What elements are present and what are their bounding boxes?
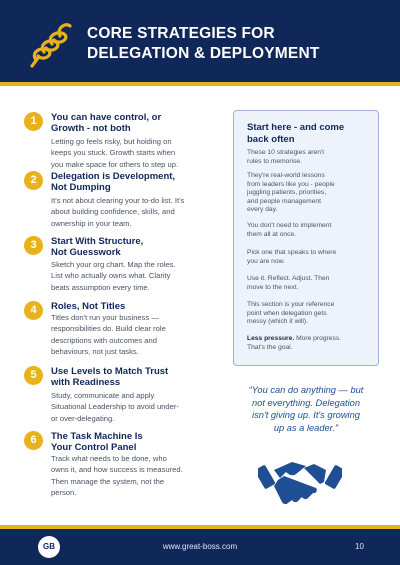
strategy-body [51,390,231,424]
strategy-body [51,259,231,293]
strategy-title-line: Roles, Not Titles [51,301,126,312]
panel-title-line: Start here - and come [247,122,345,133]
strategy-number-badge: 1 [24,112,43,131]
strategy-title [51,431,226,453]
strategy-body-line: about building confidence, skills, and [51,207,175,217]
strategy-title-line: Your Control Panel [51,442,137,453]
panel-emphasis: Less pressure. [247,335,295,342]
panel-line: messy (which it will). [247,318,308,325]
strategy-title-line: Not Dumping [51,182,111,193]
strategy-number-badge: 2 [24,171,43,190]
strategy-title [51,236,226,258]
strategy-number-badge: 4 [24,301,43,320]
header-accent-bar [0,82,400,86]
strategy-body-line: keeps you stuck. Growth starts when [51,148,176,158]
website-link[interactable]: www.great-boss.com [162,542,238,551]
quote-line: up as a leader.” [273,422,339,433]
panel-line: you are now. [247,257,285,265]
page-title-line: DELEGATION & DEPLOYMENT [87,45,320,62]
panel-paragraph [247,172,371,215]
strategy-body-line: ownership in your team. [51,218,132,228]
strategy-body-line: or over-delegating. [51,413,115,423]
strategy-title-line: Delegation is Development, [51,171,176,182]
panel-line: They're real-world lessons [247,172,325,179]
panel-line: juggling patients, priorities, [247,189,327,196]
panel-line: That's the goal. [247,343,293,351]
strategy-body-line: Track what needs to be done, who [51,454,167,463]
strategy-body-line: responsibilities do. Build clear role [51,324,166,334]
strategy-body [51,312,231,357]
page-title [87,24,387,64]
strategy-body-line: you make space for others to step up. [51,159,179,169]
strategy-body [51,195,231,229]
panel-line: These 10 strategies aren't [247,149,325,156]
panel-line: You don't need to implement [247,222,332,229]
handshake-icon [258,452,342,508]
panel-line: every day. [247,206,278,213]
strategy-body-line: Letting go feels risky, but holding on [51,137,172,146]
quote-line: not everything. Delegation [251,397,361,408]
strategy-body-line: List who actually owns what. Clarity [51,271,171,281]
panel-line: them all at once. [247,230,297,238]
page-number: 10 [355,542,364,551]
quote-line: isn't giving up. It's growing [252,410,360,420]
strategy-title [51,366,226,388]
footer-logo: GB [38,536,60,558]
strategy-title-line: Not Guesswork [51,247,121,258]
strategy-body-line: It's not about clearing your to-do list. It's [51,196,185,205]
strategy-body-line: Study, communicate and apply [51,391,155,400]
panel-line-rest: More progress. [294,335,342,342]
strategy-title-line: The Task Machine Is [51,431,143,442]
quote-line: “You can do anything — but [248,385,364,395]
panel-line: rules to memorise. [247,157,303,165]
strategy-body-line: Situational Leadership to avoid under- [51,402,179,412]
strategy-title-line: Growth - not both [51,123,131,134]
panel-paragraph [247,301,371,327]
panel-paragraph [247,249,371,266]
strategy-number-badge: 6 [24,431,43,450]
header-banner [0,0,400,84]
strategy-body-line: beats assumption every time. [51,282,150,292]
start-here-panel [233,110,379,366]
strategy-title [51,171,226,193]
panel-line [247,335,371,344]
panel-line: from leaders like you - people [247,180,335,188]
strategy-title-line: You can have control, or [51,112,162,123]
strategy-body-line: owns it, and how success is measured. [51,465,183,475]
panel-line: Pick one that speaks to where [247,249,337,256]
strategy-body [51,136,231,170]
panel-title [247,122,372,145]
panel-paragraph [247,149,371,166]
strategy-body-line: descriptions with outcomes and [51,335,157,345]
strategy-number-badge: 5 [24,366,43,385]
strategy-body-line: Sketch your org chart. Map the roles. [51,260,176,269]
strategy-body-line: Titles don't run your business — [51,313,159,322]
panel-paragraph [247,275,371,292]
strategy-title [51,112,226,134]
strategy-body [51,453,231,498]
footer [0,529,400,565]
panel-line: This section is your reference [247,301,335,308]
rope-knot-icon [28,16,74,68]
strategy-title-line: Start With Structure, [51,236,144,247]
panel-line: and people management [247,197,321,205]
panel-paragraph [247,222,371,239]
strategy-body-line: behaviours, not just tasks. [51,346,139,356]
strategy-body-line: person. [51,487,77,497]
strategy-number-badge: 3 [24,236,43,255]
strategy-title [51,301,226,312]
leadership-quote [222,384,390,434]
panel-line: move to the next. [247,283,299,291]
strategy-body-line: Then manage the system, not the [51,476,165,486]
panel-paragraph [247,335,371,352]
strategy-title-line: Use Levels to Match Trust [51,366,169,377]
panel-line: point when delegation gets [247,309,327,317]
panel-title-line: back often [247,133,295,145]
page-title-line: CORE STRATEGIES FOR [87,25,275,42]
strategy-title-line: with Readiness [51,377,121,388]
panel-line: Use it. Reflect. Adjust. Then [247,275,330,282]
